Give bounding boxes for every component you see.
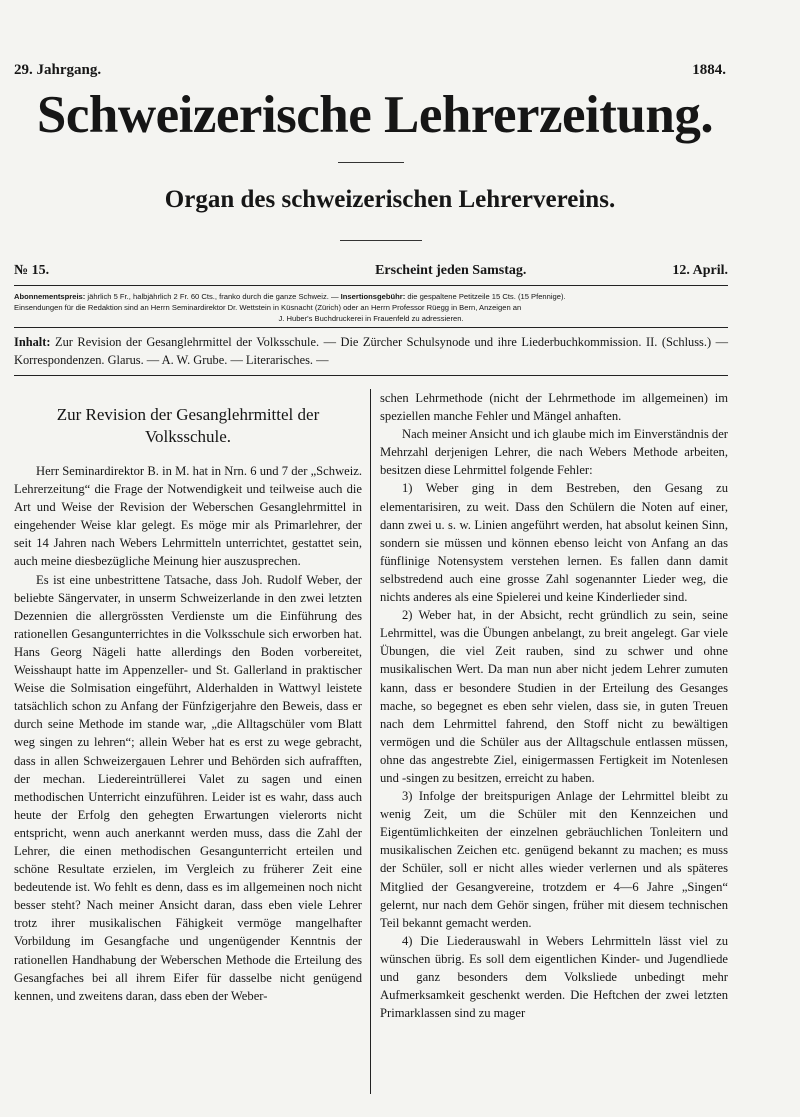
- year-label: 1884.: [692, 62, 726, 78]
- rule-above-contents: [14, 327, 728, 328]
- issue-frequency: Erscheint jeden Samstag.: [375, 263, 527, 278]
- notice-line-2: Einsendungen für die Redaktion sind an Herrn Seminardirektor Dr. Wettstein in Küsnacht (Zürich) oder an Herrn Professor Rüegg in Bern, Anzeigen an: [14, 303, 522, 312]
- masthead-subtitle: Organ des schweizerischen Lehrervereins.: [164, 186, 616, 213]
- volume-label: 29. Jahrgang.: [14, 62, 102, 78]
- left-paragraph: Herr Seminardirektor B. in M. hat in Nrn. 6 und 7 der „Schweiz. Lehrerzeitung“ die Frage der Notwendigkeit und teilweise auch die Art und Weise der Revision der Weberschen Gesanglehrmittel in eingehender Weise klar gelegt. Es möge mir als Primarlehrer, der seit 14 Jahren nach Webers Lehrmitteln unterrichtet, gestattet sein, auch meine diesbezügliche Meinung hier auszusprechen.: [14, 464, 362, 569]
- contents-text: Zur Revision der Gesanglehrmittel der Volksschule. — Die Zürcher Schulsynode und ihre Liederbuchkommission. II. (Schluss.) — Korrespondenzen. Glarus. — A. W. Grube. — Literarisches. —: [14, 335, 728, 367]
- article-right-column: [380, 389, 728, 1022]
- contents-label: Inhalt:: [14, 335, 51, 349]
- table-of-contents: [14, 333, 728, 369]
- right-paragraph: 4) Die Liederauswahl in Webers Lehrmitteln lässt viel zu wünschen übrig. Es soll dem eigentlichen Kinder- und Jugendliede und ganz besonders dem Volksliede unbedingt mehr Aufmerksamkeit geschenkt werden. Die Heftchen der zwei letzten Primarklassen sind zu mager: [380, 933, 728, 1021]
- right-paragraph: Nach meiner Ansicht und ich glaube mich im Einverständnis der Mehrzahl derjenigen Lehrer, die nach Webers Methode arbeiten, besitzen diese Lehrmittel folgende Fehler:: [380, 427, 728, 478]
- masthead-title: Schweizerische Lehrerzeitung.: [36, 86, 714, 144]
- ornament-rule-bottom: [340, 240, 422, 241]
- header-top-line: [14, 62, 726, 79]
- right-paragraph: 1) Weber ging in dem Bestreben, den Gesang zu elementarisiren, zu weit. Dass den Schülern die Noten auf einer, dann zwei u. s. w. Linien angeführt werden, hat absolut keinen Sinn, sondern sie müssen und können ebenso leicht von Anfang an das fünflinige Notensystem verstehen lernen. Es fallen dann damit selbstredend auch eine grosse Zahl sogenannter Lieder weg, die nichts anderes als eine Spielerei und keine Kinderlieder sind.: [380, 481, 728, 605]
- right-paragraph: 3) Infolge der breitspurigen Anlage der Lehrmittel bleibt zu wenig Zeit, um die Schüler mit den Kennzeichen und Eigentümlichkeiten der einzelnen gebräuchlichen Tonleitern und musikalischen Zeichen etc. genügend bekannt zu machen; es muss der Schüler, soll er nicht alles wieder verlernen und als späteres Mitglied der Gesangvereine, trotzdem er 4—6 Jahre „Singen“ gelernt, nur nach dem Gehör singen, früher mit diesem technischen Teil bekannt gemacht werden.: [380, 789, 728, 930]
- issue-number: № 15.: [14, 263, 50, 278]
- notice-line-3: J. Huber's Buchdruckerei in Frauenfeld zu adressieren.: [278, 314, 464, 323]
- subscription-notice: [14, 291, 728, 324]
- rule-below-contents: [14, 375, 728, 376]
- issue-date: 12. April.: [672, 263, 728, 278]
- article-left-column: [14, 389, 362, 1005]
- ornament-rule-top: [338, 162, 404, 163]
- column-divider: [370, 389, 371, 1094]
- left-paragraph: Es ist eine unbestrittene Tatsache, dass Joh. Rudolf Weber, der beliebte Sängervater, in unserm Schweizerlande in den zwei letzten Dezennien die allergrössten Verdienste um die Einführung des rationellen Gesangunterrichtes in die Volksschule sich erworben hat. Hans Georg Nägeli hatte allerdings den Boden vorbereitet, Weisshaupt hatte im Appenzeller- und St. Gallerland in praktischer Weise die Solmisation eingeführt, Alderhalden in Wattwyl leistete tatsächlich schon zu Anfang der Fünfzigerjahre den Beweis, dass er durch seine Methode im stande war, „die Alltagschüler vom Blatt weg singen zu lehren“; allein Weber hat es erst zu wege gebracht, dass in allen Schweizergauen Lehrer und Behörden sich aufrafften, der mechan. Liedereintrüllerei Valet zu sagen und einen methodischen Unterricht einzuführen. Leider ist es wahr, dass auch heute der Erfolg den gehegten Erwartungen vielerorts nicht entspricht, wenn auch anerkannt werden muss, dass die Zahl der Lehrer, die einen methodischen Gesangunterricht erteilen und schöne Resultate erzielen, im Vergleich zu früherer Zeit eine bedeutende ist. Wo fehlt es denn, dass es im allgemeinen noch nicht besser steht? Nach meiner Ansicht daran, dass eben viele Lehrer trotz ihrer musikalischen Fähigkeit vermöge mangelhafter Vorbildung im Gesangfache und ungenügender Kenntnis der rationellen Handhabung der Weberschen Methode die Erteilung des Gesangfaches bei all ihrem Eifer für dasselbe nicht genügend kennen, und zweitens daran, dass eben der Weber-: [14, 572, 362, 1003]
- rule-under-issue: [14, 285, 728, 286]
- article-title: Zur Revision der Gesanglehrmittel der Volksschule.: [56, 405, 320, 446]
- right-paragraph: schen Lehrmethode (nicht der Lehrmethode im allgemeinen) im speziellen manche Fehler und Mängel anhaften.: [380, 391, 728, 424]
- notice-line-1: Abonnementspreis: jährlich 5 Fr., halbjährlich 2 Fr. 60 Cts., franko durch die ganze Schweiz. — Insertionsgebühr: die gespaltene Petitzeile 15 Cts. (15 Pfennige).: [14, 292, 566, 301]
- right-paragraph: 2) Weber hat, in der Absicht, recht gründlich zu sein, seine Lehrmittel, was die Übungen anbelangt, zu breit angelegt. Gar viele Übungen, die viel Zeit rauben, sind zu schwer und ohne musikalischen Wert. Da man nun aber nicht jedem Lehrer zumuten kann, dass er besondere Studien in der Erteilung des Gesanges mache, so begegnet es eben sehr vielen, dass sie, in guten Treuen nach dem Lehrmittel fahrend, den Stoff nicht zu bewältigen vermögen und die Schüler aus der Alltagschule entlassen müssen, ohne das angestrebte Ziel, einigermassen Fertigkeit im Notenlesen und -singen zu besitzen, erreicht zu haben.: [380, 608, 728, 785]
- issue-line: [14, 263, 728, 279]
